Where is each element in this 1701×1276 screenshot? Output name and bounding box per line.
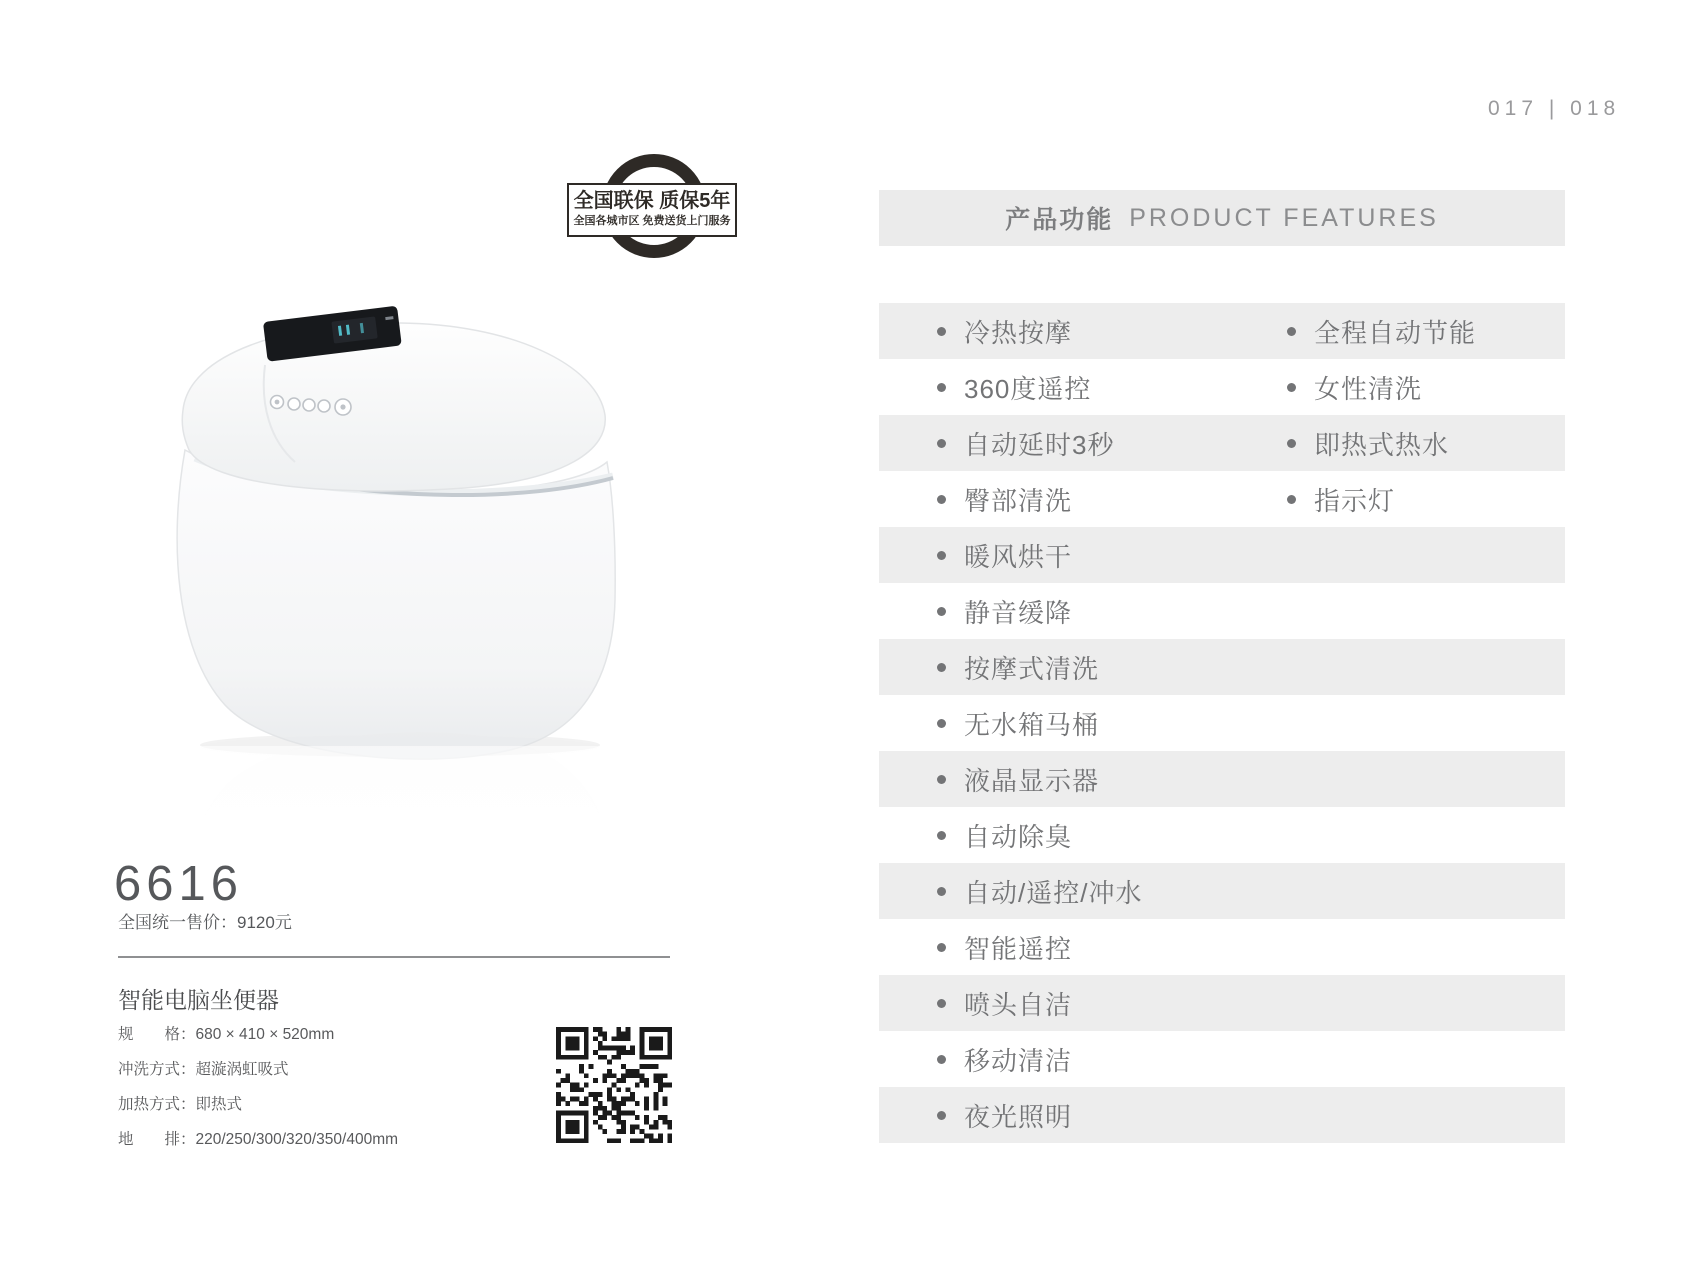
- qr-code: [556, 1027, 672, 1143]
- feature-item: [937, 705, 1287, 742]
- feature-item: [937, 1097, 1287, 1134]
- toilet-body: [177, 450, 615, 759]
- divider-line: [118, 956, 670, 958]
- bullet-icon: [937, 551, 946, 560]
- feature-item: [937, 537, 1287, 574]
- bullet-icon: [937, 719, 946, 728]
- feature-item: [937, 593, 1287, 630]
- features-header: [879, 190, 1565, 246]
- bullet-icon: [1287, 327, 1296, 336]
- bullet-icon: [1287, 383, 1296, 392]
- feature-item: [937, 425, 1287, 462]
- feature-item: [1287, 481, 1395, 518]
- spec-row: [118, 1052, 398, 1087]
- feature-label: 冷热按摩: [964, 317, 1073, 348]
- feature-row: [879, 415, 1565, 471]
- warranty-subtitle: 全国各城市区 免费送货上门服务: [573, 215, 731, 227]
- spec-list: [118, 1017, 398, 1157]
- feature-row: [879, 471, 1565, 527]
- feature-row: [879, 807, 1565, 863]
- spec-label: 规 格：: [118, 1026, 196, 1043]
- spec-value: 680 × 410 × 520mm: [195, 1026, 335, 1043]
- feature-row: [879, 1087, 1565, 1143]
- price-value: 9120元: [237, 913, 292, 932]
- feature-label: 指示灯: [1314, 485, 1396, 516]
- warranty-title: 全国联保 质保5年: [573, 190, 731, 212]
- feature-item: [937, 1041, 1287, 1078]
- spec-row: [118, 1017, 398, 1052]
- feature-label: 喷头自洁: [964, 989, 1073, 1020]
- bullet-icon: [937, 999, 946, 1008]
- feature-label: 移动清洁: [964, 1045, 1073, 1076]
- bullet-icon: [937, 607, 946, 616]
- feature-item: [1287, 313, 1476, 350]
- feature-row: [879, 527, 1565, 583]
- features-title-zh: 产品功能: [1005, 206, 1114, 234]
- feature-row: [879, 975, 1565, 1031]
- spec-label: 冲洗方式：: [118, 1061, 196, 1078]
- feature-label: 暖风烘干: [964, 541, 1073, 572]
- model-number: 6616: [114, 857, 244, 911]
- spec-value: 220/250/300/320/350/400mm: [195, 1131, 399, 1148]
- bullet-icon: [937, 943, 946, 952]
- feature-row: [879, 359, 1565, 415]
- feature-label: 360度遥控: [964, 373, 1092, 404]
- feature-row: [879, 751, 1565, 807]
- feature-label: 液晶显示器: [964, 765, 1100, 796]
- feature-row: [879, 583, 1565, 639]
- feature-label: 无水箱马桶: [964, 709, 1100, 740]
- features-list: [879, 303, 1565, 1143]
- feature-item: [1287, 369, 1422, 406]
- feature-item: [937, 369, 1287, 406]
- bullet-icon: [937, 495, 946, 504]
- warranty-badge: [567, 183, 737, 237]
- feature-label: 自动除臭: [964, 821, 1073, 852]
- bullet-icon: [937, 1111, 946, 1120]
- spec-value: 超漩涡虹吸式: [195, 1061, 289, 1078]
- feature-label: 夜光照明: [964, 1101, 1073, 1132]
- bullet-icon: [937, 327, 946, 336]
- product-photo: [165, 290, 635, 835]
- bullet-icon: [937, 663, 946, 672]
- feature-label: 自动/遥控/冲水: [964, 877, 1143, 908]
- feature-row: [879, 863, 1565, 919]
- feature-item: [937, 761, 1287, 798]
- bullet-icon: [937, 439, 946, 448]
- price-label: 全国统一售价：: [118, 913, 237, 932]
- feature-item: [937, 649, 1287, 686]
- features-title-en: PRODUCT FEATURES: [1129, 203, 1439, 232]
- feature-row: [879, 303, 1565, 359]
- feature-label: 智能遥控: [964, 933, 1073, 964]
- bullet-icon: [937, 831, 946, 840]
- feature-item: [937, 817, 1287, 854]
- feature-label: 女性清洗: [1314, 373, 1423, 404]
- bullet-icon: [1287, 495, 1296, 504]
- spec-row: [118, 1087, 398, 1122]
- bullet-icon: [937, 1055, 946, 1064]
- feature-row: [879, 639, 1565, 695]
- feature-label: 臀部清洗: [964, 485, 1073, 516]
- feature-label: 按摩式清洗: [964, 653, 1100, 684]
- feature-item: [937, 929, 1287, 966]
- toilet-lid: [182, 323, 605, 491]
- page-number: 017 | 018: [1488, 97, 1621, 120]
- feature-item: [937, 873, 1287, 910]
- feature-item: [937, 481, 1287, 518]
- spec-row: [118, 1122, 398, 1157]
- feature-row: [879, 919, 1565, 975]
- price-line: [118, 908, 292, 933]
- feature-label: 即热式热水: [1314, 429, 1450, 460]
- bullet-icon: [1287, 439, 1296, 448]
- feature-item: [937, 313, 1287, 350]
- feature-label: 全程自动节能: [1314, 317, 1477, 348]
- feature-label: 自动延时3秒: [964, 429, 1115, 460]
- bullet-icon: [937, 775, 946, 784]
- spec-value: 即热式: [195, 1096, 243, 1113]
- feature-item: [937, 985, 1287, 1022]
- product-name: 智能电脑坐便器: [118, 987, 279, 1013]
- feature-row: [879, 695, 1565, 751]
- bullet-icon: [937, 383, 946, 392]
- feature-label: 静音缓降: [964, 597, 1073, 628]
- feature-item: [1287, 425, 1449, 462]
- bullet-icon: [937, 887, 946, 896]
- spec-label: 加热方式：: [118, 1096, 196, 1113]
- feature-row: [879, 1031, 1565, 1087]
- spec-label: 地 排：: [118, 1131, 196, 1148]
